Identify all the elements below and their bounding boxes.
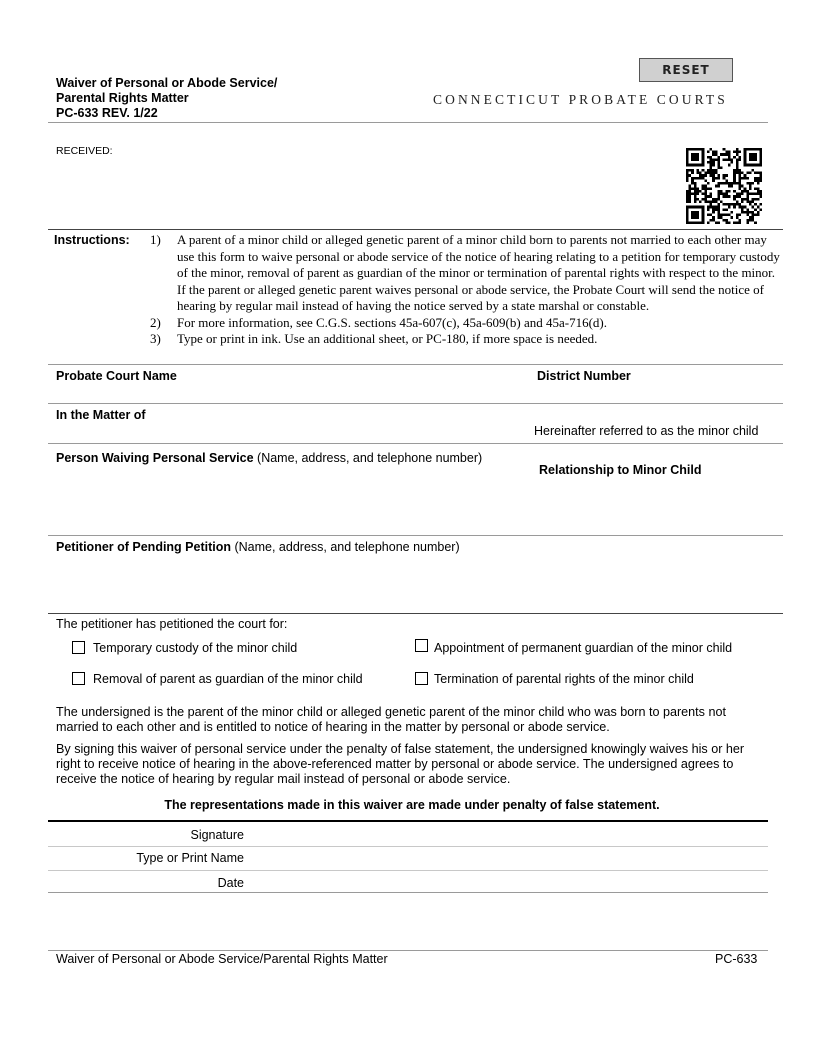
form-title-block [56, 76, 277, 121]
footer-title: Waiver of Personal or Abode Service/Parental Rights Matter [56, 952, 388, 966]
person-divider [48, 535, 783, 536]
instruction-text: Type or print in ink. Use an additional sheet, or PC-180, if more space is needed. [177, 331, 598, 346]
court-divider [48, 403, 783, 404]
person-waiving-note: (Name, address, and telephone number) [257, 451, 483, 465]
header-divider [48, 122, 768, 123]
reset-button[interactable]: RESET [639, 58, 733, 82]
petitioner-title: Petitioner of Pending Petition [56, 540, 231, 554]
footer-divider [48, 950, 768, 951]
instruction-number: 1) [150, 232, 161, 247]
instruction-text: For more information, see C.G.S. sections 45a-607(c), 45a-609(b) and 45a-716(d). [177, 314, 607, 330]
termination-checkbox[interactable] [415, 672, 428, 685]
type-or-print-field[interactable] [256, 848, 766, 868]
removal-of-parent-label: Removal of parent as guardian of the minor child [93, 672, 363, 686]
instruction-text: A parent of a minor child or alleged genetic parent of a minor child born to parents not married to each other may use this form to waive personal or abode service of the notice of hearing relating to a petition for temporary custody of the minor, removal of parent as guardian of the minor or termination of parental rights with respect to the minor. If the parent or alleged genetic parent waives personal or abode service, the Probate Court will send the notice of hearing by regular mail instead of having the notice served by a state marshal or constable. [177, 232, 780, 313]
date-label: Date [217, 876, 244, 890]
instructions-label: Instructions: [54, 233, 130, 247]
permanent-guardian-checkbox[interactable] [415, 639, 428, 652]
instruction-number: 3) [150, 331, 161, 346]
petitioner-field[interactable] [56, 557, 776, 609]
date-rule [48, 892, 768, 893]
type-or-print-rule [48, 870, 768, 871]
person-waiving-label [56, 451, 482, 465]
removal-of-parent-checkbox[interactable] [72, 672, 85, 685]
statement-parent: The undersigned is the parent of the minor child or alleged genetic parent of the minor child who was born to parents not married to each other and is entitled to notice of hearing in the matter by personal or abode service. [56, 705, 726, 734]
form-title-line2: Parental Rights Matter [56, 91, 189, 105]
petitioned-label: The petitioner has petitioned the court for: [56, 617, 288, 631]
permanent-guardian-label: Appointment of permanent guardian of the minor child [434, 641, 733, 655]
minor-child-name-field[interactable] [56, 424, 516, 440]
person-waiving-field[interactable] [56, 468, 516, 530]
instruction-item [150, 232, 780, 315]
date-field[interactable] [256, 872, 766, 892]
qr-code-icon [686, 148, 762, 224]
temporary-custody-label: Temporary custody of the minor child [93, 641, 298, 655]
termination-label: Termination of parental rights of the minor child [434, 672, 694, 686]
instruction-number: 2) [150, 314, 161, 330]
statement-waiver: By signing this waiver of personal service under the penalty of false statement, the undersigned knowingly waives his or her right to receive notice of hearing in the above-referenced matter by personal or abode service. The undersigned agrees to receive the notice of hearing by regular mail instead of personal or abode service. [56, 742, 745, 786]
matter-divider [48, 443, 783, 444]
person-waiving-title: Person Waiving Personal Service [56, 451, 254, 465]
signature-label: Signature [190, 828, 244, 842]
petitioner-note: (Name, address, and telephone number) [234, 540, 460, 554]
relationship-label: Relationship to Minor Child [539, 463, 702, 477]
instructions-list [150, 232, 780, 348]
temporary-custody-checkbox[interactable] [72, 641, 85, 654]
signature-field[interactable] [256, 824, 766, 844]
court-name: CONNECTICUT PROBATE COURTS [433, 92, 728, 107]
form-title-line1: Waiver of Personal or Abode Service/ [56, 76, 278, 90]
instruction-item [150, 315, 780, 332]
probate-court-name-label: Probate Court Name [56, 369, 177, 383]
district-number-field[interactable] [537, 386, 777, 402]
footer-form-id: PC-633 [715, 952, 758, 966]
form-id: PC-633 REV. 1/22 [56, 106, 158, 120]
received-divider [48, 229, 783, 230]
received-label: RECEIVED: [56, 145, 113, 157]
signature-rule [48, 846, 768, 847]
district-number-label: District Number [537, 369, 631, 383]
in-the-matter-of-label: In the Matter of [56, 408, 146, 422]
instructions-divider [48, 364, 783, 365]
petitioner-divider [48, 613, 783, 614]
penalty-statement: The representations made in this waiver are made under penalty of false statement. [164, 798, 660, 812]
relationship-field[interactable] [539, 480, 775, 530]
instruction-item [150, 331, 780, 348]
petitioner-label [56, 540, 460, 554]
probate-court-name-field[interactable] [48, 386, 528, 402]
signature-top-rule [48, 820, 768, 822]
type-or-print-label: Type or Print Name [136, 851, 244, 865]
hereinafter-label: Hereinafter referred to as the minor child [534, 424, 759, 438]
